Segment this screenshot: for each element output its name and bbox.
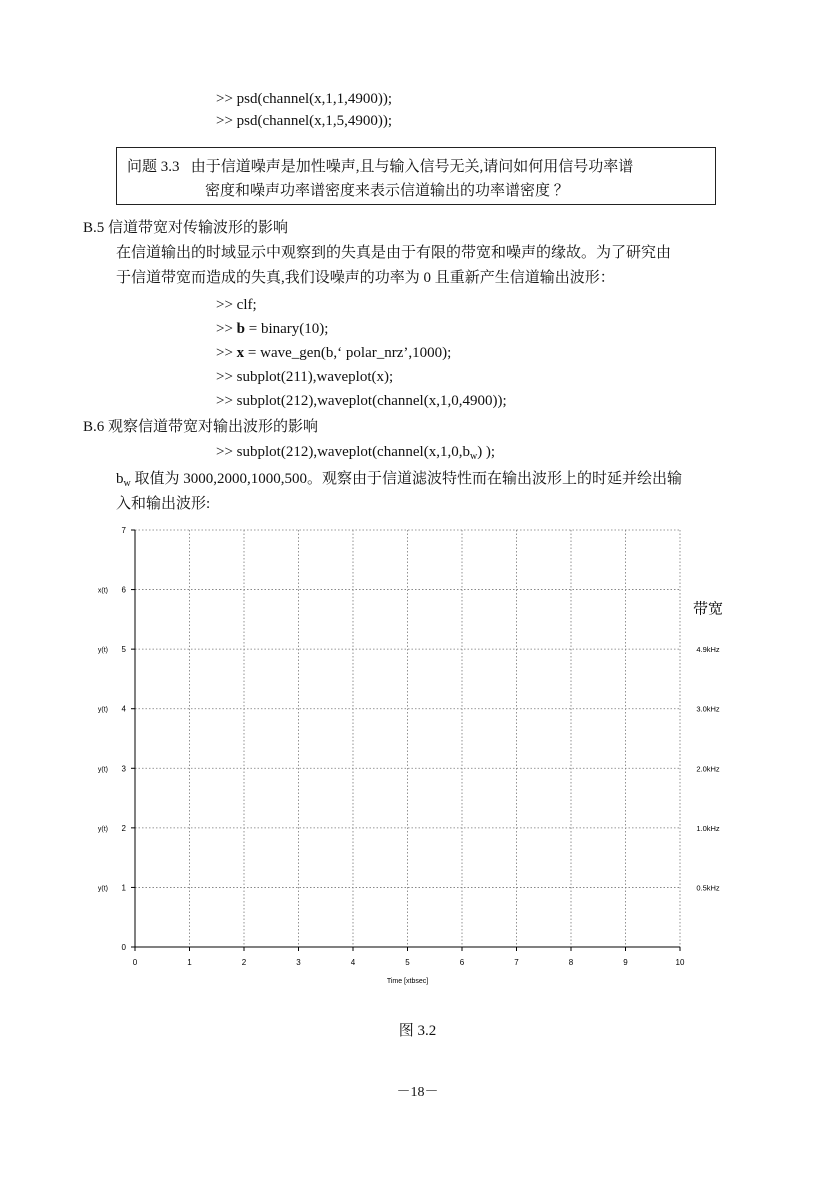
code-line-wave-gen <box>216 344 451 362</box>
x-tick-label: 4 <box>350 958 356 967</box>
y-tick-label: 0 <box>121 943 126 952</box>
bandwidth-label: 2.0kHz <box>696 764 720 774</box>
section-b5-para-2: 于信道带宽而造成的失真,我们设噪声的功率为 0 且重新产生信道输出波形： <box>116 270 615 286</box>
bandwidth-header: 带宽 <box>692 601 724 618</box>
y-tick-label: 4 <box>121 704 126 714</box>
code-line-binary <box>216 320 328 338</box>
y-tick-label: 6 <box>121 585 126 595</box>
waveform-grid-chart <box>0 515 835 995</box>
section-b6-heading: B.6 观察信道带宽对输出波形的影响 <box>83 419 319 435</box>
y-tick-label: 1 <box>121 883 126 893</box>
x-tick-label: 5 <box>405 958 410 967</box>
question-line-1 <box>127 155 633 176</box>
x-tick-label: 9 <box>623 958 628 967</box>
bw-subscript: w <box>123 478 131 489</box>
x-tick-label: 3 <box>296 958 301 967</box>
y-tick-label: 7 <box>121 526 126 535</box>
question-text-2: 密度和噪声功率谱密度来表示信道输出的功率谱密度 ？ <box>205 183 569 199</box>
section-b5-para-1: 在信道输出的时域显示中观察到的失真是由于有限的带宽和噪声的缘故。为了研究由 <box>116 245 672 261</box>
x-tick-label: 2 <box>241 958 247 967</box>
question-label: 问题 3.3 <box>127 159 180 175</box>
code-text: subplot(211),waveplot(x); <box>236 369 394 385</box>
section-b6-para-1-text: 取值为 3000,2000,1000,500。观察由于信道滤波特性而在输出波形上的时延并绘出输 <box>130 471 682 487</box>
question-text-1: 由于信道噪声是加性噪声,且与输入信号无关,请问如何用信号功率谱 <box>190 159 634 175</box>
x-tick-label: 8 <box>568 958 574 967</box>
page-number: －18－ <box>396 1085 439 1100</box>
x-tick-label: 6 <box>459 958 465 967</box>
bandwidth-label: 1.0kHz <box>696 823 720 833</box>
code-line-psd-2: >> psd(channel(x,1,5,4900)); <box>216 113 393 129</box>
x-tick-label: 0 <box>132 958 138 967</box>
code-prompt: >> <box>216 345 237 361</box>
bandwidth-label: 3.0kHz <box>696 704 720 714</box>
y-tick-label: 5 <box>121 645 126 655</box>
code-bold-var: x <box>236 345 245 361</box>
row-label: y(t) <box>97 825 108 833</box>
bw-symbol: b <box>116 471 124 487</box>
code-text: = binary(10); <box>245 321 329 337</box>
row-label: y(t) <box>97 706 108 714</box>
question-box <box>116 147 716 205</box>
code-prompt: >> <box>216 369 237 385</box>
figure-caption: 图 3.2 <box>398 1023 437 1039</box>
code-text: ) ); <box>477 444 496 460</box>
section-b5-heading: B.5 信道带宽对传输波形的影响 <box>83 220 289 236</box>
x-tick-label: 1 <box>187 958 192 967</box>
code-prompt: >> <box>216 321 237 337</box>
section-b6-para-1 <box>116 470 682 493</box>
row-label: y(t) <box>97 885 108 893</box>
row-label: x(t) <box>97 587 108 595</box>
x-tick-label: 7 <box>514 958 519 967</box>
code-text: clf; <box>236 297 257 313</box>
code-subscript: w <box>469 451 478 462</box>
x-axis-label: Time [xtbsec] <box>386 978 429 985</box>
x-tick-label: 10 <box>675 958 685 967</box>
code-prompt: >> <box>216 393 237 409</box>
row-label: y(t) <box>97 647 108 655</box>
code-line-subplot-211 <box>216 368 393 386</box>
bandwidth-label: 4.9kHz <box>696 645 720 655</box>
code-line-clf <box>216 296 257 314</box>
bandwidth-label: 0.5kHz <box>696 883 720 893</box>
code-line-subplot-212 <box>216 392 507 410</box>
code-line-psd-1: >> psd(channel(x,1,1,4900)); <box>216 91 393 107</box>
y-tick-label: 2 <box>121 823 126 833</box>
code-text: >> subplot(212),waveplot(channel(x,1,0,b <box>216 444 470 460</box>
code-text: subplot(212),waveplot(channel(x,1,0,4900)); <box>236 393 507 409</box>
code-text: = wave_gen(b,‘ polar_nrz’,1000); <box>244 345 452 361</box>
code-prompt: >> <box>216 297 237 313</box>
code-bold-var: b <box>236 321 246 337</box>
y-tick-label: 3 <box>121 764 126 774</box>
section-b6-para-2: 入和输出波形: <box>116 496 211 512</box>
code-line-subplot-bw <box>216 443 495 466</box>
row-label: y(t) <box>97 766 108 774</box>
